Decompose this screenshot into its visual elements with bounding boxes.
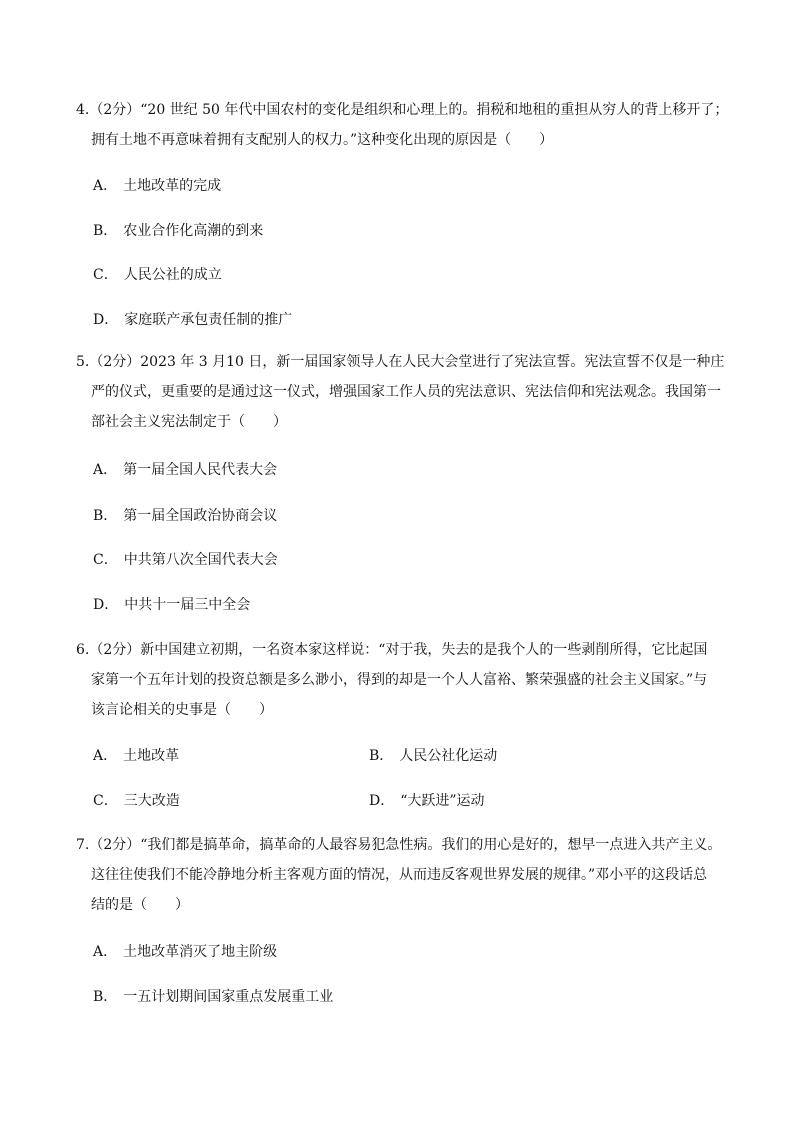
option-letter: B． <box>369 748 394 764</box>
option-letter: D． <box>93 312 119 328</box>
option-letter: A． <box>93 748 118 764</box>
question-4-line-1: 4.（2分）“20 世纪 50 年代中国农村的变化是组织和心理上的。捐税和地租的重担从穷人的背上移开了； <box>76 102 729 118</box>
option-text: 家庭联产承包责任制的推广 <box>124 312 293 328</box>
question-7-line-1: 7.（2分）“我们都是搞革命，搞革命的人最容易犯急性病。我们的用心是好的，想早一点进入共产主义。 <box>76 837 722 853</box>
option-letter: C． <box>93 793 118 809</box>
option-text: 土地改革 <box>123 748 180 764</box>
option-text: 中共十一届三中全会 <box>124 597 251 613</box>
question-5-option-a <box>93 460 277 480</box>
option-letter: C． <box>93 552 118 568</box>
question-5-line-3: 部社会主义宪法制定于（ ） <box>91 414 287 430</box>
option-text: 土地改革的完成 <box>123 178 222 194</box>
question-6-line-1: 6.（2分）新中国建立初期，一名资本家这样说：“对于我，失去的是我个人的一些剥削所得，它比起国 <box>76 642 708 658</box>
question-4-option-c <box>93 265 222 285</box>
option-text: 中共第八次全国代表大会 <box>123 552 278 568</box>
question-4-option-a <box>93 176 221 196</box>
option-text: 三大改造 <box>123 793 180 809</box>
option-text: 土地改革消灭了地主阶级 <box>123 944 278 960</box>
question-4-option-b <box>93 221 263 241</box>
question-4-option-d <box>93 310 292 330</box>
option-text: 第一届全国人民代表大会 <box>123 462 278 478</box>
question-5 <box>76 347 725 437</box>
question-4 <box>76 95 729 155</box>
option-letter: B． <box>93 223 118 239</box>
question-6-option-b <box>369 746 497 766</box>
question-4-line-2: 拥有土地不再意味着拥有支配别人的权力。”这种变化出现的原因是（ ） <box>91 132 554 148</box>
option-text: “大跃进”运动 <box>400 793 485 809</box>
question-6-option-c <box>93 791 180 811</box>
option-letter: B． <box>93 508 118 524</box>
option-letter: C． <box>93 267 118 283</box>
question-6-line-3: 该言论相关的史事是（ ） <box>91 702 273 718</box>
option-letter: B． <box>93 989 118 1005</box>
option-letter: A． <box>93 178 118 194</box>
option-letter: A． <box>93 944 118 960</box>
question-5-option-b <box>93 506 277 526</box>
question-5-line-2: 严的仪式，更重要的是通过这一仪式，增强国家工作人员的宪法意识、宪法信仰和宪法观念。我国第一 <box>91 384 721 400</box>
question-7-option-b <box>93 987 333 1007</box>
question-6-option-a <box>93 746 179 766</box>
option-text: 人民公社化运动 <box>399 748 498 764</box>
option-text: 第一届全国政治协商会议 <box>123 508 278 524</box>
option-text: 人民公社的成立 <box>123 267 222 283</box>
option-text: 农业合作化高潮的到来 <box>123 223 264 239</box>
option-letter: D． <box>93 597 119 613</box>
question-5-option-c <box>93 550 278 570</box>
question-7 <box>76 830 722 920</box>
question-5-option-d <box>93 595 250 615</box>
question-6-line-2: 家第一个五年计划的投资总额是多么渺小，得到的却是一个人人富裕、繁荣强盛的社会主义国家。”与 <box>91 672 708 688</box>
question-5-line-1: 5.（2分）2023 年 3 月10 日，新一届国家领导人在人民大会堂进行了宪法宣誓。宪法宣誓不仅是一种庄 <box>76 354 725 370</box>
option-letter: A． <box>93 462 118 478</box>
question-6-option-d <box>369 791 485 811</box>
question-7-line-3: 结的是（ ） <box>91 897 189 913</box>
option-text: 一五计划期间国家重点发展重工业 <box>123 989 334 1005</box>
option-letter: D． <box>369 793 395 809</box>
question-6 <box>76 635 716 725</box>
question-7-option-a <box>93 942 277 962</box>
question-7-line-2: 这往往使我们不能冷静地分析主客观方面的情况，从而违反客观世界发展的规律。”邓小平的这段话总 <box>91 867 708 883</box>
